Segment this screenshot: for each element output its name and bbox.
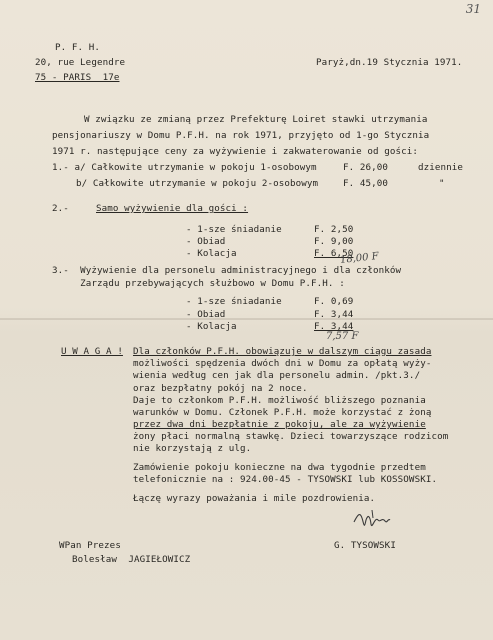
handwritten-signature [352, 508, 392, 536]
page-number: 31 [465, 2, 481, 16]
note-line-4: oraz bezpłatny pokój na 2 noce. [133, 383, 308, 394]
addressee-line-2: Bolesław JAGIEŁOWICZ [72, 554, 191, 565]
note-line-5: Daje to członkom P.F.H. możliwość bliższego poznania [133, 395, 426, 406]
section3-item-2: - Obiad [186, 309, 226, 320]
section3-handwritten-total: 7,57 F [326, 331, 359, 342]
org-street: 20, rue Legendre [35, 57, 126, 68]
note-line-7: przez dwa dni bezpłatnie z pokoju, ale za wyżywienie [133, 419, 426, 430]
section2-price-3: F. 6,50 [314, 248, 354, 259]
section3-line-1: 3.- Wyżywienie dla personelu administracyjnego i dla członków [52, 265, 402, 276]
item-1a-label: 1.- a/ Całkowite utrzymanie w pokoju 1-osobowym [52, 162, 317, 173]
item-1b-label: b/ Całkowite utrzymanie w pokoju 2-osobowym [76, 178, 319, 189]
note-line-3: wienia według cen jak dla personelu admin. /pkt.3./ [133, 370, 421, 381]
note-line-2: możliwości spędzenia dwóch dni w Domu za opłatą wyży- [133, 358, 432, 369]
intro-line-2: pensjonariuszy w Domu P.F.H. na rok 1971, przyjęto od 1-go Stycznia [52, 130, 430, 141]
section3-item-1: - 1-sze śniadanie [186, 296, 282, 307]
item-1b-suffix: " [439, 178, 445, 189]
booking-line-1: Zamówienie pokoju konieczne na dwa tygodnie przedtem [133, 462, 426, 473]
note-line-8: żony płaci normalną stawkę. Dzieci towarzyszące rodzicom [133, 431, 449, 442]
note-line-6: warunków w Domu. Członek P.F.H. może korzystać z żoną [133, 407, 432, 418]
fold-line [0, 318, 493, 320]
section3-line-2: Zarządu przebywających służbowo w Domu P.F.H. : [52, 278, 345, 289]
section2-item-2: - Obiad [186, 236, 226, 247]
note-line-1: Dla członków P.F.H. obowiązuje w dalszym ciągu zasada [133, 346, 432, 357]
signatory-name: G. TYSOWSKI [334, 540, 396, 551]
org-city: 75 - PARIS 17e [35, 72, 120, 83]
org-name: P. F. H. [55, 42, 101, 53]
section2-number: 2.- [52, 203, 69, 214]
section2-title: Samo wyżywienie dla gości : [96, 203, 249, 214]
booking-line-2: telefonicznie na : 924.00-45 - TYSOWSKI lub KOSSOWSKI. [133, 474, 438, 485]
section3-price-1: F. 0,69 [314, 296, 354, 307]
section2-handwritten-total: 18,00 F [339, 251, 380, 266]
item-1b-price: F. 45,00 [343, 178, 389, 189]
section3-item-3: - Kolacja [186, 321, 237, 332]
section2-price-1: F. 2,50 [314, 224, 354, 235]
addressee-line-1: WPan Prezes [59, 540, 121, 551]
intro-line-3: 1971 r. następujące ceny za wyżywienie i zakwaterowanie od gości: [52, 146, 419, 157]
closing-line: Łączę wyrazy poważania i mile pozdrowienia. [133, 493, 376, 504]
section3-price-3: F. 3,44 [314, 321, 354, 332]
place-date: Paryż,dn.19 Stycznia 1971. [316, 57, 463, 68]
section2-price-2: F. 9,00 [314, 236, 354, 247]
note-label: U W A G A ! [61, 346, 123, 357]
section2-item-1: - 1-sze śniadanie [186, 224, 282, 235]
item-1a-suffix: dziennie [418, 162, 464, 173]
section2-item-3: - Kolacja [186, 248, 237, 259]
intro-line-1: W związku ze zmianą przez Prefekturę Loiret stawki utrzymania [84, 114, 428, 125]
note-line-9: nie korzystają z ulg. [133, 443, 252, 454]
section3-price-2: F. 3,44 [314, 309, 354, 320]
item-1a-price: F. 26,00 [343, 162, 389, 173]
